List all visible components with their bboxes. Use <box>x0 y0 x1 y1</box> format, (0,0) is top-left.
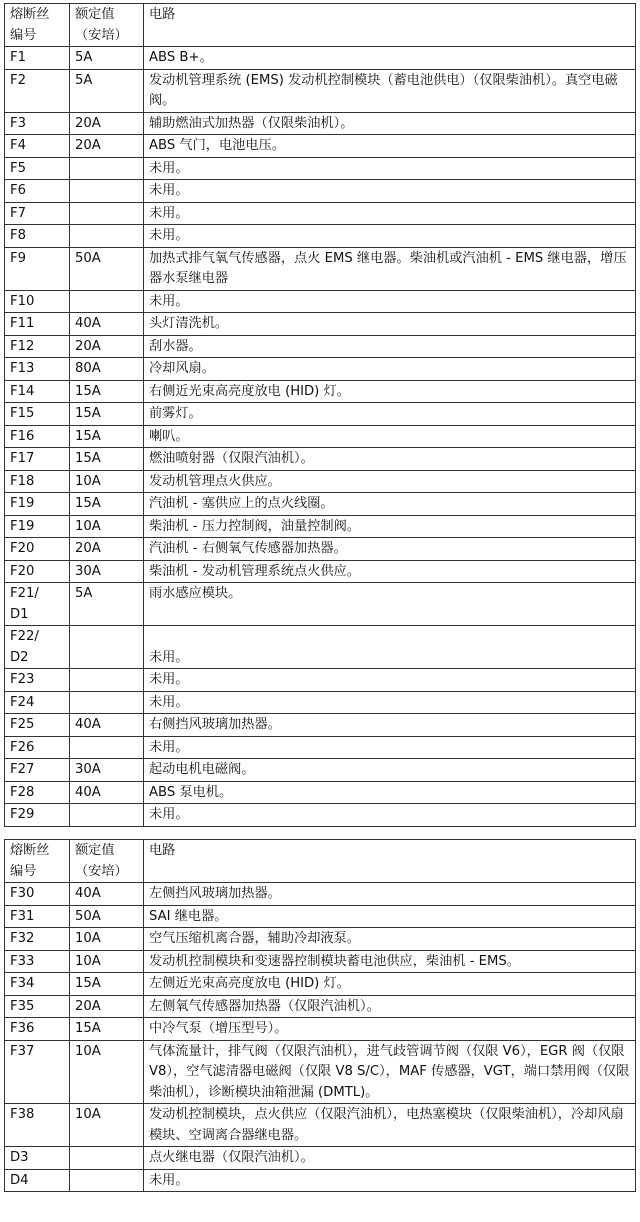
circuit-cell: 前雾灯。 <box>144 403 636 426</box>
circuit-cell: ABS 气门，电池电压。 <box>144 135 636 158</box>
circuit-cell: 头灯清洗机。 <box>144 313 636 336</box>
rating-cell: 40A <box>70 781 144 804</box>
circuit-cell: 发动机管理系统 (EMS) 发动机控制模块（蓄电池供电）（仅限柴油机）。真空电磁阀。 <box>144 69 636 112</box>
rating-cell: 15A <box>70 403 144 426</box>
fuse-number-cell: F33 <box>5 950 70 973</box>
circuit-cell: 未用。 <box>144 290 636 313</box>
rating-cell: 40A <box>70 883 144 906</box>
circuit-cell: 左侧挡风玻璃加热器。 <box>144 883 636 906</box>
table-row <box>5 928 636 951</box>
rating-cell: 50A <box>70 247 144 290</box>
table-row <box>5 560 636 583</box>
rating-cell: 30A <box>70 759 144 782</box>
fuse-number-cell: F15 <box>5 403 70 426</box>
fuse-number-cell: D4 <box>5 1169 70 1192</box>
table-row <box>5 759 636 782</box>
table-row <box>5 157 636 180</box>
circuit-cell: 中冷气泵（增压型号）。 <box>144 1018 636 1041</box>
table-row <box>5 69 636 112</box>
circuit-cell: 未用。 <box>144 736 636 759</box>
table-row <box>5 202 636 225</box>
circuit-cell: 未用。 <box>144 804 636 827</box>
circuit-cell: 未用。 <box>144 669 636 692</box>
rating-cell <box>70 157 144 180</box>
fuse-number-cell: F29 <box>5 804 70 827</box>
circuit-cell: 发动机控制模块和变速器控制模块蓄电池供应，柴油机 - EMS。 <box>144 950 636 973</box>
fuse-number-cell: F17 <box>5 448 70 471</box>
table-row <box>5 804 636 827</box>
circuit-cell: 未用。 <box>144 691 636 714</box>
rating-cell: 15A <box>70 973 144 996</box>
rating-cell: 5A <box>70 583 144 626</box>
fuse-number-cell: F4 <box>5 135 70 158</box>
rating-cell <box>70 669 144 692</box>
rating-cell <box>70 202 144 225</box>
rating-cell <box>70 691 144 714</box>
table-row <box>5 493 636 516</box>
fuse-number-cell: F26 <box>5 736 70 759</box>
circuit-cell: 发动机管理点火供应。 <box>144 470 636 493</box>
circuit-cell: 加热式排气氧气传感器，点火 EMS 继电器。柴油机或汽油机 - EMS 继电器，增压器水泵继电器 <box>144 247 636 290</box>
header-fuse-number: 熔断丝 编号 <box>5 840 70 883</box>
circuit-cell: ABS B+。 <box>144 47 636 70</box>
table-row <box>5 538 636 561</box>
rating-cell: 10A <box>70 1104 144 1147</box>
table-row <box>5 335 636 358</box>
rating-cell: 5A <box>70 47 144 70</box>
table-row <box>5 180 636 203</box>
rating-cell <box>70 626 144 669</box>
circuit-cell: 空气压缩机离合器，辅助冷却液泵。 <box>144 928 636 951</box>
fuse-number-cell: F18 <box>5 470 70 493</box>
rating-cell <box>70 290 144 313</box>
fuse-number-cell: F38 <box>5 1104 70 1147</box>
rating-cell <box>70 804 144 827</box>
table-row <box>5 583 636 626</box>
fuse-table-2-body <box>5 840 636 1192</box>
rating-cell: 40A <box>70 313 144 336</box>
rating-cell: 30A <box>70 560 144 583</box>
fuse-number-cell: F16 <box>5 425 70 448</box>
circuit-cell: 发动机控制模块，点火供应（仅限汽油机），电热塞模块（仅限柴油机），冷却风扇模块、空调离合器继电器。 <box>144 1104 636 1147</box>
fuse-number-cell: F11 <box>5 313 70 336</box>
rating-cell: 20A <box>70 112 144 135</box>
rating-cell: 20A <box>70 995 144 1018</box>
fuse-number-cell: F34 <box>5 973 70 996</box>
circuit-cell: 柴油机 - 发动机管理系统点火供应。 <box>144 560 636 583</box>
header-rating: 额定值 （安培） <box>70 4 144 47</box>
table-row <box>5 736 636 759</box>
table-row <box>5 425 636 448</box>
table-row <box>5 714 636 737</box>
fuse-number-cell: F25 <box>5 714 70 737</box>
circuit-cell: 未用。 <box>144 1169 636 1192</box>
table-row <box>5 883 636 906</box>
rating-cell: 80A <box>70 358 144 381</box>
fuse-number-cell: F14 <box>5 380 70 403</box>
rating-cell: 20A <box>70 538 144 561</box>
rating-cell: 20A <box>70 335 144 358</box>
table-row <box>5 973 636 996</box>
fuse-number-cell: F21/ D1 <box>5 583 70 626</box>
rating-cell: 15A <box>70 380 144 403</box>
header-rating: 额定值 （安培） <box>70 840 144 883</box>
circuit-cell: 刮水器。 <box>144 335 636 358</box>
fuse-table-2 <box>4 839 636 1192</box>
circuit-cell: 喇叭。 <box>144 425 636 448</box>
table-row <box>5 380 636 403</box>
table-row <box>5 47 636 70</box>
table-row <box>5 995 636 1018</box>
fuse-number-cell: F30 <box>5 883 70 906</box>
table-row <box>5 470 636 493</box>
table-row <box>5 1147 636 1170</box>
rating-cell <box>70 225 144 248</box>
table-row <box>5 1104 636 1147</box>
fuse-number-cell: F31 <box>5 905 70 928</box>
rating-cell: 5A <box>70 69 144 112</box>
table-header-row <box>5 840 636 883</box>
rating-cell: 15A <box>70 425 144 448</box>
table-row <box>5 225 636 248</box>
table-row <box>5 781 636 804</box>
rating-cell: 50A <box>70 905 144 928</box>
rating-cell: 10A <box>70 928 144 951</box>
header-fuse-number: 熔断丝 编号 <box>5 4 70 47</box>
table-row <box>5 515 636 538</box>
circuit-cell: 未用。 <box>144 180 636 203</box>
table-row <box>5 669 636 692</box>
table-row <box>5 691 636 714</box>
circuit-cell: 右侧近光束高亮度放电 (HID) 灯。 <box>144 380 636 403</box>
fuse-table-1-body <box>5 4 636 827</box>
circuit-cell: 未用。 <box>144 157 636 180</box>
table-row <box>5 626 636 669</box>
fuse-number-cell: F10 <box>5 290 70 313</box>
fuse-number-cell: F1 <box>5 47 70 70</box>
table-row <box>5 950 636 973</box>
table-row <box>5 1169 636 1192</box>
fuse-number-cell: F8 <box>5 225 70 248</box>
rating-cell: 10A <box>70 1040 144 1104</box>
circuit-cell: 未用。 <box>144 225 636 248</box>
circuit-cell: 左侧氧气传感器加热器（仅限汽油机）。 <box>144 995 636 1018</box>
rating-cell: 10A <box>70 950 144 973</box>
fuse-number-cell: F19 <box>5 515 70 538</box>
fuse-number-cell: D3 <box>5 1147 70 1170</box>
rating-cell: 15A <box>70 448 144 471</box>
table-row <box>5 112 636 135</box>
circuit-cell: 左侧近光束高亮度放电 (HID) 灯。 <box>144 973 636 996</box>
circuit-cell: 雨水感应模块。 <box>144 583 636 626</box>
fuse-number-cell: F7 <box>5 202 70 225</box>
fuse-number-cell: F23 <box>5 669 70 692</box>
rating-cell: 15A <box>70 493 144 516</box>
rating-cell <box>70 1147 144 1170</box>
fuse-number-cell: F28 <box>5 781 70 804</box>
rating-cell <box>70 180 144 203</box>
fuse-number-cell: F32 <box>5 928 70 951</box>
circuit-cell: ABS 泵电机。 <box>144 781 636 804</box>
table-row <box>5 1040 636 1104</box>
rating-cell: 20A <box>70 135 144 158</box>
table-row <box>5 247 636 290</box>
fuse-number-cell: F20 <box>5 538 70 561</box>
table-row <box>5 905 636 928</box>
fuse-number-cell: F19 <box>5 493 70 516</box>
table-row <box>5 135 636 158</box>
rating-cell <box>70 1169 144 1192</box>
header-circuit: 电路 <box>144 4 636 47</box>
table-row <box>5 403 636 426</box>
fuse-number-cell: F24 <box>5 691 70 714</box>
fuse-number-cell: F22/ D2 <box>5 626 70 669</box>
rating-cell <box>70 736 144 759</box>
fuse-number-cell: F35 <box>5 995 70 1018</box>
fuse-number-cell: F36 <box>5 1018 70 1041</box>
fuse-number-cell: F13 <box>5 358 70 381</box>
fuse-table-1 <box>4 3 636 827</box>
circuit-cell: 气体流量计，排气阀（仅限汽油机），进气歧管调节阀（仅限 V6），EGR 阀（仅限 V8），空气滤清器电磁阀（仅限 V8 S/C），MAF 传感器，VGT，端口禁用阀（仅限柴油机），诊断模块油箱泄漏 (DMTL)。 <box>144 1040 636 1104</box>
header-circuit: 电路 <box>144 840 636 883</box>
fuse-number-cell: F12 <box>5 335 70 358</box>
rating-cell: 40A <box>70 714 144 737</box>
circuit-cell: 辅助燃油式加热器（仅限柴油机）。 <box>144 112 636 135</box>
fuse-number-cell: F20 <box>5 560 70 583</box>
fuse-number-cell: F2 <box>5 69 70 112</box>
table-header-row <box>5 4 636 47</box>
table-row <box>5 1018 636 1041</box>
fuse-number-cell: F37 <box>5 1040 70 1104</box>
circuit-cell: 冷却风扇。 <box>144 358 636 381</box>
table-row <box>5 313 636 336</box>
fuse-number-cell: F27 <box>5 759 70 782</box>
circuit-cell: 点火继电器（仅限汽油机）。 <box>144 1147 636 1170</box>
circuit-cell: 右侧挡风玻璃加热器。 <box>144 714 636 737</box>
table-row <box>5 448 636 471</box>
table-row <box>5 290 636 313</box>
rating-cell: 10A <box>70 515 144 538</box>
fuse-number-cell: F3 <box>5 112 70 135</box>
fuse-number-cell: F6 <box>5 180 70 203</box>
table-row <box>5 358 636 381</box>
circuit-cell: 燃油喷射器（仅限汽油机）。 <box>144 448 636 471</box>
fuse-number-cell: F9 <box>5 247 70 290</box>
circuit-cell: 未用。 <box>144 202 636 225</box>
fuse-number-cell: F5 <box>5 157 70 180</box>
circuit-cell: 未用。 <box>144 626 636 669</box>
circuit-cell: 柴油机 - 压力控制阀，油量控制阀。 <box>144 515 636 538</box>
circuit-cell: 汽油机 - 右侧氧气传感器加热器。 <box>144 538 636 561</box>
circuit-cell: 汽油机 - 塞供应上的点火线圈。 <box>144 493 636 516</box>
rating-cell: 15A <box>70 1018 144 1041</box>
circuit-cell: SAI 继电器。 <box>144 905 636 928</box>
rating-cell: 10A <box>70 470 144 493</box>
circuit-cell: 起动电机电磁阀。 <box>144 759 636 782</box>
